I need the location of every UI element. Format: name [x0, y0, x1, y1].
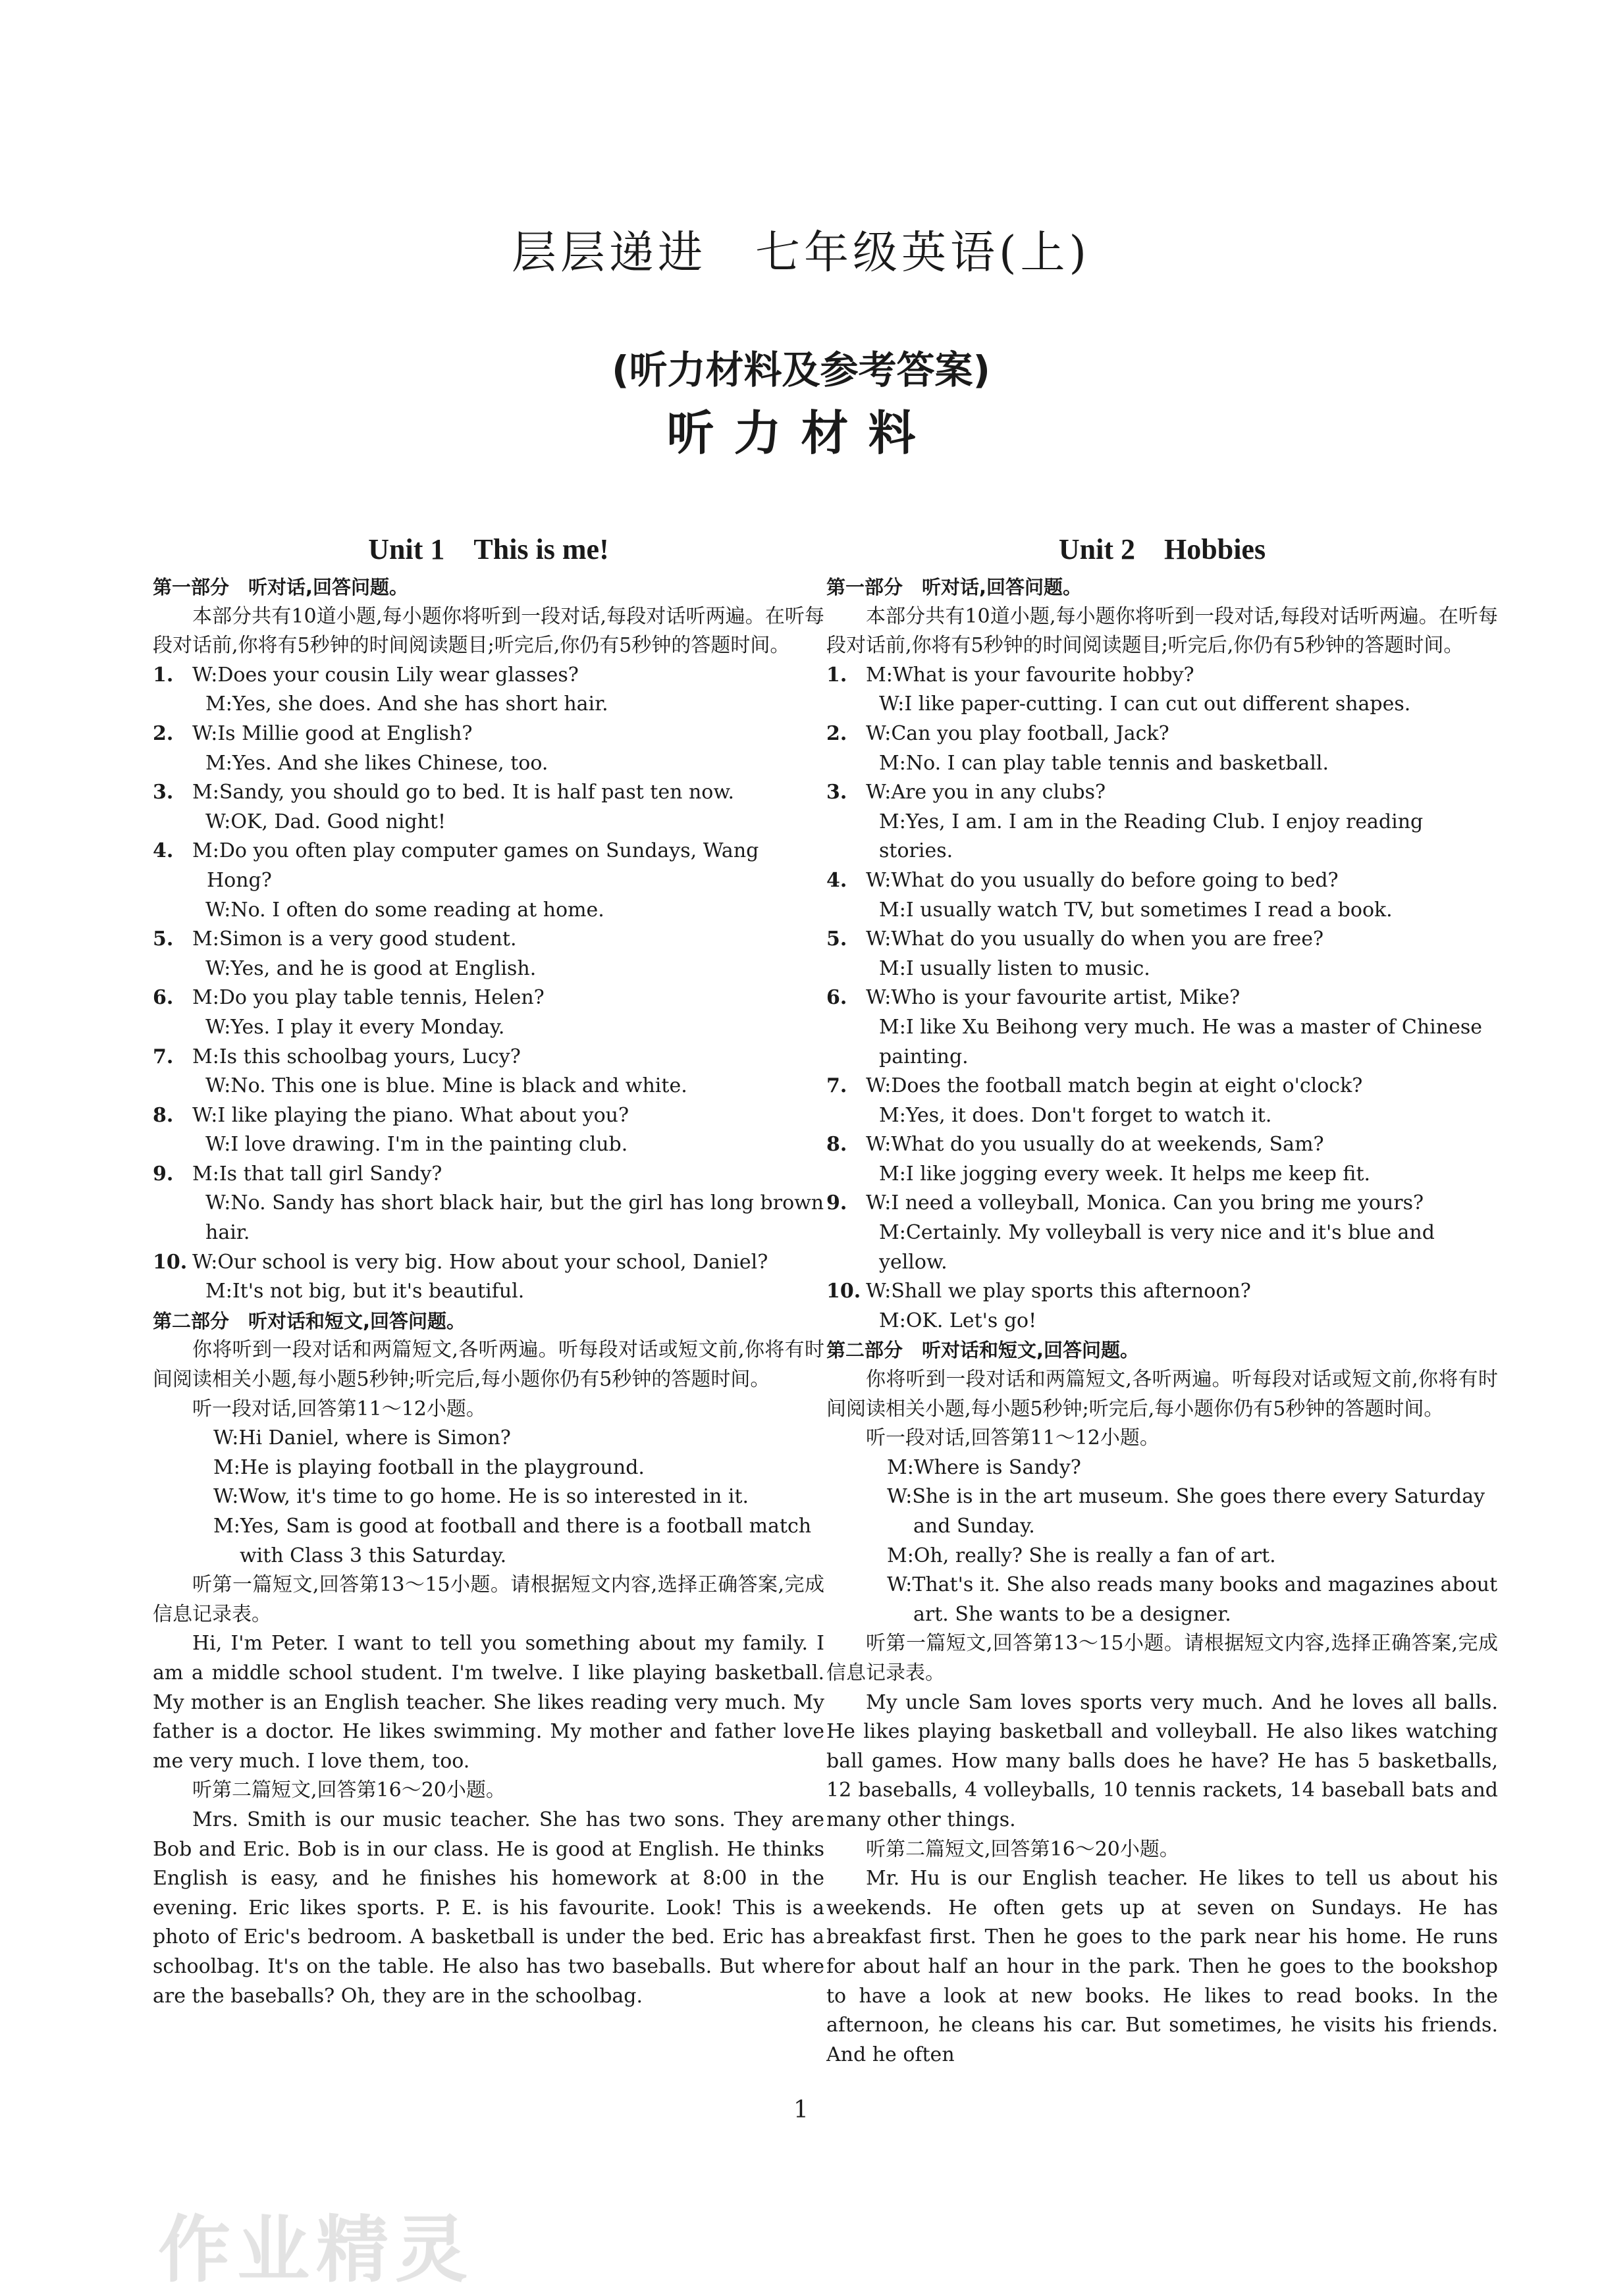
question-number: 2. [153, 721, 174, 745]
section-title: 听力材料 [666, 405, 936, 461]
unit2-part2-intro: 你将听到一段对话和两篇短文,各听两遍。听每段对话或短文前,你将有时间阅读相关小题,每小题5秒钟;听完后,每小题你仍有5秒钟的答题时间。 [826, 1368, 1498, 1421]
dialog-item [826, 866, 1498, 925]
question-number: 1. [153, 663, 174, 687]
dialog-line-first: W:Our school is very big. How about your school, Daniel? [192, 1250, 768, 1274]
dialog-item [153, 778, 824, 837]
dialog-line-second: M:I like Xu Beihong very much. He was a master of Chinese painting. [879, 1015, 1482, 1068]
question-number: 5. [153, 927, 174, 951]
question-number: 10. [153, 1250, 188, 1274]
dialog-line-second: M:Yes, it does. Don't forget to watch it. [879, 1103, 1272, 1127]
unit2-long-dialog-line: W:She is in the art museum. She goes there every Saturday and Sunday. [887, 1485, 1485, 1538]
question-number: 7. [153, 1045, 174, 1068]
unit1-passage1-intro: 听第一篇短文,回答第13～15小题。请根据短文内容,选择正确答案,完成信息记录表。 [153, 1573, 824, 1626]
dialog-line-first: M:Is this schoolbag yours, Lucy? [192, 1045, 521, 1068]
question-number: 6. [153, 986, 174, 1010]
unit1-part2-heading: 第二部分 听对话和短文,回答问题。 [153, 1309, 466, 1332]
unit2-title: Unit 2 Hobbies [1058, 533, 1266, 565]
dialog-line-second: W:No. This one is blue. Mine is black and white. [205, 1074, 687, 1098]
unit2-long-dialog-line: M:Where is Sandy? [887, 1455, 1081, 1479]
dialog-item [826, 661, 1498, 719]
dialog-item [153, 925, 824, 983]
dialog-line-first: W:Does your cousin Lily wear glasses? [192, 663, 579, 687]
dialog-item [153, 1043, 824, 1101]
dialog-item [826, 1072, 1498, 1130]
question-number: 3. [153, 781, 174, 804]
dialog-line-second: W:I love drawing. I'm in the painting club. [205, 1133, 628, 1157]
question-number: 8. [826, 1133, 847, 1157]
dialog-line-first: M:Simon is a very good student. [192, 927, 517, 951]
dialog-line-first: W:Does the football match begin at eight o'clock? [866, 1074, 1363, 1098]
subtitle: (听力材料及参考答案) [611, 348, 991, 392]
unit1-passage1: Hi, I'm Peter. I want to tell you something about my family. I am a middle school student. I'm twelve. I like playing basketball. My mother is an English teacher. She likes reading very much. My father is a doctor. He likes swimming. My mother and father love me very much. I love them, too. [153, 1632, 824, 1773]
question-number: 3. [826, 781, 847, 804]
dialog-line-first: W:I like playing the piano. What about you? [192, 1103, 629, 1127]
dialog-line-first: W:Shall we play sports this afternoon? [866, 1280, 1251, 1303]
unit1-part1-intro: 本部分共有10道小题,每小题你将听到一段对话,每段对话听两遍。在听每段对话前,你将有5秒钟的时间阅读题目;听完后,你仍有5秒钟的答题时间。 [153, 604, 824, 658]
dialog-item [826, 1130, 1498, 1189]
unit1-long-dialog-line: M:Yes, Sam is good at football and there is a football match with Class 3 this Saturday. [213, 1515, 812, 1567]
dialog-line-second: W:Yes. I play it every Monday. [205, 1015, 505, 1039]
dialog-item [826, 719, 1498, 778]
dialog-line-second: M:I like jogging every week. It helps me keep fit. [879, 1162, 1371, 1186]
unit2-passage2: Mr. Hu is our English teacher. He likes to tell us about his weekends. He often gets up at seven on Sundays. He has breakfast first. Then he goes to the park near his home. He runs for about half an hour in the park. Then he goes to the bookshop to have a look at new books. He likes to read books. In the afternoon, he cleans his car. But sometimes, he visits his friends. And he often [826, 1867, 1498, 2066]
unit1-dialog-intro: 听一段对话,回答第11～12小题。 [192, 1397, 486, 1421]
dialog-item [826, 983, 1498, 1072]
dialog-item [153, 1101, 824, 1160]
unit2-long-dialog [826, 1453, 1498, 1630]
dialog-line-second: M:Yes, she does. And she has short hair. [205, 692, 608, 716]
dialog-line-first: W:What do you usually do before going to bed? [866, 868, 1339, 892]
unit2-dialog-list [826, 661, 1498, 1336]
dialog-item [153, 1248, 824, 1307]
dialog-line-second: M:I usually listen to music. [879, 956, 1150, 980]
unit2-long-dialog-line: M:Oh, really? She is really a fan of art. [887, 1544, 1276, 1567]
unit2-passage1-intro: 听第一篇短文,回答第13～15小题。请根据短文内容,选择正确答案,完成信息记录表。 [826, 1632, 1498, 1684]
question-number: 8. [153, 1103, 174, 1127]
dialog-line-first: W:I need a volleyball, Monica. Can you bring me yours? [866, 1191, 1424, 1215]
question-number: 5. [826, 927, 847, 951]
question-number: 4. [153, 839, 174, 863]
dialog-item [153, 719, 824, 778]
dialog-line-first: W:Can you play football, Jack? [866, 721, 1169, 745]
dialog-line-first: W:What do you usually do when you are free? [866, 927, 1324, 951]
dialog-line-second: M:It's not big, but it's beautiful. [205, 1280, 525, 1303]
unit2-part2-heading: 第二部分 听对话和短文,回答问题。 [826, 1339, 1140, 1362]
unit2-part1-intro: 本部分共有10道小题,每小题你将听到一段对话,每段对话听两遍。在听每段对话前,你将有5秒钟的时间阅读题目;听完后,你仍有5秒钟的答题时间。 [826, 604, 1498, 658]
unit2-part1-heading: 第一部分 听对话,回答问题。 [826, 576, 1082, 598]
unit1-long-dialog-line: W:Wow, it's time to go home. He is so interested in it. [213, 1485, 749, 1509]
unit1-column [153, 527, 824, 2011]
dialog-line-first: W:Are you in any clubs? [866, 781, 1106, 804]
question-number: 1. [826, 663, 847, 687]
dialog-line-first: M:Do you play table tennis, Helen? [192, 986, 545, 1010]
dialog-line-first: W:Is Millie good at English? [192, 721, 473, 745]
unit1-dialog-list [153, 661, 824, 1307]
unit2-dialog-intro: 听一段对话,回答第11～12小题。 [866, 1426, 1160, 1450]
dialog-line-second: M:Yes, I am. I am in the Reading Club. I enjoy reading stories. [879, 810, 1424, 863]
unit1-part2-intro: 你将听到一段对话和两篇短文,各听两遍。听每段对话或短文前,你将有时间阅读相关小题,每小题5秒钟;听完后,每小题你仍有5秒钟的答题时间。 [153, 1338, 824, 1392]
dialog-item [826, 1277, 1498, 1336]
unit1-long-dialog-line: M:He is playing football in the playground. [213, 1455, 645, 1479]
dialog-line-second: M:Certainly. My volleyball is very nice and it's blue and yellow. [879, 1221, 1435, 1274]
dialog-item [826, 778, 1498, 866]
dialog-line-first: M:What is your favourite hobby? [866, 663, 1194, 687]
unit1-long-dialog [153, 1424, 824, 1571]
question-number: 7. [826, 1074, 847, 1098]
dialog-item [826, 1189, 1498, 1277]
unit2-passage2-intro: 听第二篇短文,回答第16～20小题。 [866, 1837, 1179, 1861]
dialog-line-first: W:Who is your favourite artist, Mike? [866, 986, 1241, 1010]
dialog-line-second: M:I usually watch TV, but sometimes I read a book. [879, 898, 1393, 922]
dialog-line-second: W:No. I often do some reading at home. [205, 898, 604, 922]
unit1-part1-heading: 第一部分 听对话,回答问题。 [153, 576, 409, 598]
unit1-title: Unit 1 This is me! [368, 533, 609, 565]
question-number: 10. [826, 1280, 861, 1303]
dialog-line-second: W:No. Sandy has short black hair, but the girl has long brown hair. [205, 1191, 824, 1245]
question-number: 6. [826, 986, 847, 1010]
dialog-item [153, 1160, 824, 1248]
dialog-item [153, 837, 824, 925]
main-title: 层层递进 七年级英语(上) [511, 227, 1091, 279]
dialog-line-second: M:Yes. And she likes Chinese, too. [205, 751, 548, 775]
watermark-logo: 作业精灵 [158, 2208, 474, 2292]
dialog-line-first: M:Do you often play computer games on Sundays, Wang Hong? [192, 839, 759, 892]
page-number: 1 [793, 2097, 809, 2124]
dialog-item [826, 925, 1498, 983]
dialog-item [153, 661, 824, 719]
unit1-long-dialog-line: W:Hi Daniel, where is Simon? [213, 1426, 511, 1450]
unit1-passage2-intro: 听第二篇短文,回答第16～20小题。 [192, 1779, 506, 1802]
dialog-line-second: M:OK. Let's go! [879, 1309, 1037, 1332]
unit2-long-dialog-line: W:That's it. She also reads many books and magazines about art. She wants to be a designer. [887, 1573, 1498, 1626]
dialog-line-second: W:OK, Dad. Good night! [205, 810, 446, 833]
dialog-line-second: M:No. I can play table tennis and basketball. [879, 751, 1329, 775]
unit2-passage1: My uncle Sam loves sports very much. And he loves all balls. He likes playing basketball and volleyball. He also likes watching ball games. How many balls does he have? He has 5 basketballs, 12 baseballs, 4 volleyballs, 10 tennis rackets, 14 baseball bats and many other things. [826, 1690, 1498, 1831]
unit2-column [826, 527, 1498, 2070]
question-number: 2. [826, 721, 847, 745]
dialog-line-first: M:Is that tall girl Sandy? [192, 1162, 442, 1186]
question-number: 9. [826, 1191, 847, 1215]
dialog-line-first: W:What do you usually do at weekends, Sam? [866, 1133, 1324, 1157]
dialog-line-second: W:Yes, and he is good at English. [205, 956, 537, 980]
question-number: 9. [153, 1162, 174, 1186]
dialog-line-first: M:Sandy, you should go to bed. It is half past ten now. [192, 781, 735, 804]
dialog-item [153, 983, 824, 1042]
question-number: 4. [826, 868, 847, 892]
unit1-passage2: Mrs. Smith is our music teacher. She has two sons. They are Bob and Eric. Bob is in our class. He is good at English. He thinks English is easy, and he finishes his homework at 8:00 in the evening. Eric likes sports. P. E. is his favourite. Look! This is a photo of Eric's bedroom. A basketball is under the bed. Eric has a schoolbag. It's on the table. He also has two baseballs. But where are the baseballs? Oh, they are in the schoolbag. [153, 1808, 824, 2008]
dialog-line-second: W:I like paper-cutting. I can cut out different shapes. [879, 692, 1411, 716]
